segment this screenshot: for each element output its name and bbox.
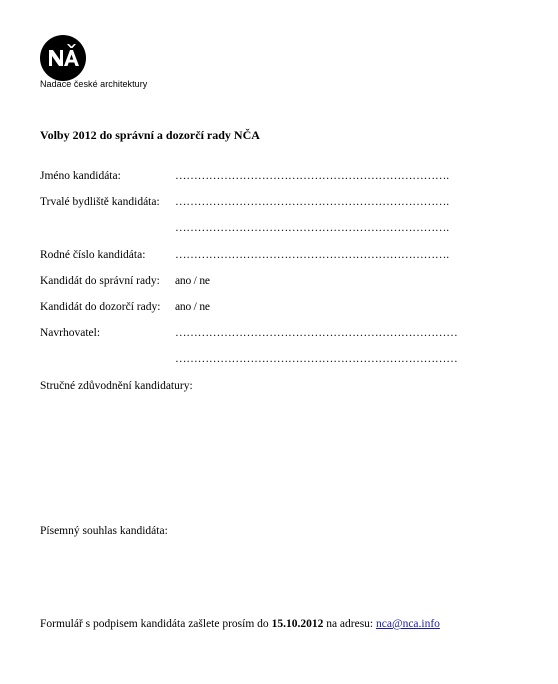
name-field[interactable]: ……………………………………………………………….: [175, 170, 449, 182]
nca-logo-icon: [40, 35, 86, 81]
footer-text-before: Formulář s podpisem kandidáta zašlete prosím do: [40, 618, 272, 630]
nca-logo: [40, 35, 86, 81]
birth-number-field[interactable]: ……………………………………………………………….: [175, 249, 449, 261]
admin-board-label: Kandidát do správní rady:: [40, 275, 160, 287]
organization-name: Nadace české architektury: [40, 79, 148, 89]
justification-label: Stručné zdůvodnění kandidatury:: [40, 380, 193, 392]
deadline-date: 15.10.2012: [271, 618, 324, 630]
proposer-label: Navrhovatel:: [40, 327, 101, 339]
footer-instructions: [40, 618, 440, 630]
name-label: Jméno kandidáta:: [40, 170, 121, 182]
birth-number-label: Rodné číslo kandidáta:: [40, 249, 146, 261]
address-field-line-2[interactable]: ……………………………………………………………….: [175, 222, 449, 234]
address-label: Trvalé bydliště kandidáta:: [40, 196, 160, 208]
supervisory-board-label: Kandidát do dozorčí rady:: [40, 301, 161, 313]
consent-label: Písemný souhlas kandidáta:: [40, 525, 168, 537]
footer-text-after: na adresu:: [323, 618, 377, 630]
address-field-line-1[interactable]: ……………………………………………………………….: [175, 196, 449, 208]
email-link[interactable]: nca@nca.info: [376, 618, 440, 630]
supervisory-board-choice[interactable]: ano / ne: [175, 301, 210, 313]
admin-board-choice[interactable]: ano / ne: [175, 275, 210, 287]
proposer-field-line-1[interactable]: …………………………………………………………………: [175, 327, 458, 339]
form-title: Volby 2012 do správní a dozorčí rady NČA: [40, 128, 260, 142]
proposer-field-line-2[interactable]: …………………………………………………………………: [175, 353, 458, 365]
